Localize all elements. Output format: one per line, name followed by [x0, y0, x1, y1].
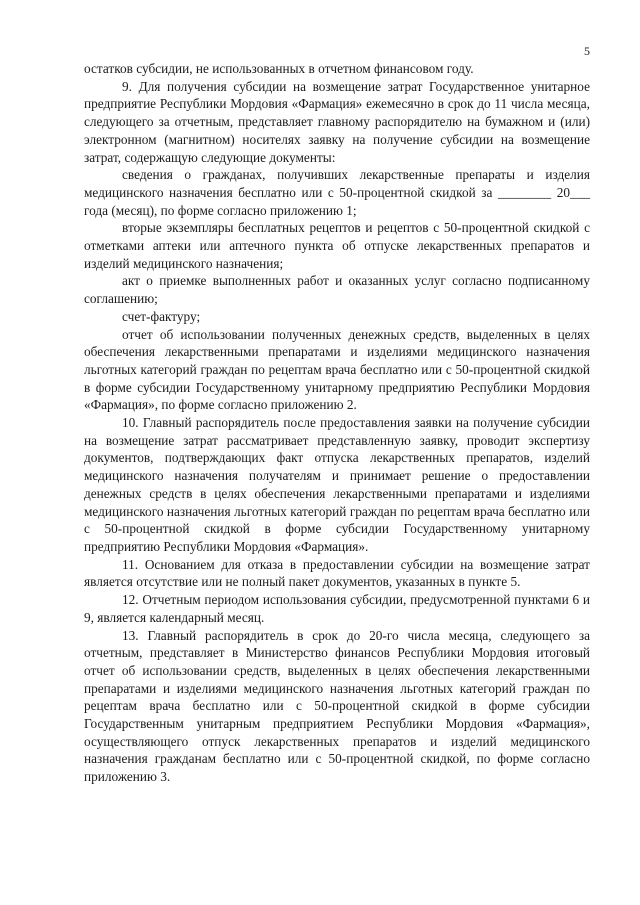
paragraph-doc-list-2: вторые экземпляры бесплатных рецептов и рецептов с 50-процентной скидкой с отметками аптеки или аптечного пункта об отпуске лекарственных препаратов и изделий медицинского назначения;	[84, 220, 590, 271]
paragraph-doc-list-4: счет-фактуру;	[122, 308, 201, 324]
paragraph-item-10: 10. Главный распорядитель после предоставления заявки на получение субсидии на возмещение затрат рассматривает представленную заявку, проводит экспертизу документов, подтверждающих факт отпуска лекарственных препаратов, изделий медицинского назначения получателям и принимает решение о предоставлении денежных средств в целях обеспечения лекарственными препаратами и изделиями медицинского назначения льготных категорий граждан по рецептам врача бесплатно или с 50-процентной скидкой в форме субсидии Государственному унитарному предприятию Республики Мордовия «Фармация».	[84, 415, 590, 554]
document-body	[84, 60, 590, 786]
paragraph-item-9: 9. Для получения субсидии на возмещение затрат Государственное унитарное предприятие Республики Мордовия «Фармация» ежемесячно в срок до 11 числа месяца, следующего за отчетным, представляет главному распорядителю на бумажном и (или) электронном (магнитном) носителях заявку на получение субсидии на возмещение затрат, содержащую следующие документы:	[84, 78, 590, 165]
paragraph-doc-list-5: отчет об использовании полученных денежных средств, выделенных в целях обеспечения лекарственными препаратами и изделиями медицинского назначения льготных категорий граждан по рецептам врача бесплатно или с 50-процентной скидкой в форме субсидии Государственному унитарному предприятию Республики Мордовия «Фармация», по форме согласно приложению 2.	[84, 326, 590, 413]
paragraph-item-13: 13. Главный распорядитель в срок до 20-го числа месяца, следующего за отчетным, представляет в Министерство финансов Республики Мордовия итоговый отчет об использовании средств, выделенных в целях обеспечения лекарственными препаратами и изделиями медицинского назначения льготных категорий граждан по рецептам врача бесплатно или с 50-процентной скидкой в форме субсидии Государственным унитарным предприятием Республики Мордовия «Фармация», осуществляющего отпуск лекарственных препаратов и изделий медицинского назначения гражданам бесплатно или с 50-процентной скидкой, по форме согласно приложению 3.	[84, 627, 590, 785]
page-number: 5	[584, 44, 590, 58]
paragraph-doc-list-3: акт о приемке выполненных работ и оказанных услуг согласно подписанному соглашению;	[84, 273, 590, 307]
paragraph-item-11: 11. Основанием для отказа в предоставлении субсидии на возмещение затрат является отсутствие или не полный пакет документов, указанных в пункте 5.	[84, 556, 590, 590]
paragraph-doc-list-1: сведения о гражданах, получивших лекарственные препараты и изделия медицинского назначения бесплатно или с 50-процентной скидкой за ________ 20___ года (месяц), по форме согласно приложению 1;	[84, 167, 590, 218]
paragraph-item-12: 12. Отчетным периодом использования субсидии, предусмотренной пунктами 6 и 9, является календарный месяц.	[84, 592, 590, 625]
paragraph-continuation: остатков субсидии, не использованных в отчетном финансовом году.	[84, 61, 474, 76]
